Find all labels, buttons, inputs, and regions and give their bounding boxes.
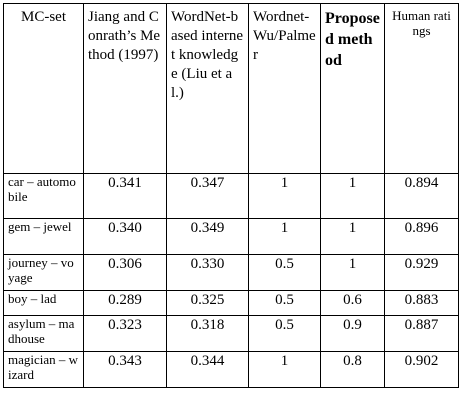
jiang-value: 0.340 — [84, 219, 167, 255]
human-value: 0.887 — [385, 316, 459, 352]
human-value: 0.883 — [385, 291, 459, 316]
proposed-value: 0.8 — [321, 352, 385, 388]
word-pair: car – automobile — [4, 174, 84, 219]
liu-value: 0.325 — [167, 291, 249, 316]
table-row — [4, 352, 459, 388]
header-jiang-conrath: Jiang and Conrath’s Method (1997) — [84, 4, 167, 174]
table-row — [4, 291, 459, 316]
table-row — [4, 174, 459, 219]
word-pair: journey – voyage — [4, 255, 84, 291]
jiang-value: 0.341 — [84, 174, 167, 219]
liu-value: 0.344 — [167, 352, 249, 388]
liu-value: 0.349 — [167, 219, 249, 255]
header-wordnet-internet: WordNet-based internet knowledge (Liu et al.) — [167, 4, 249, 174]
proposed-value: 0.9 — [321, 316, 385, 352]
similarity-table — [3, 3, 459, 388]
jiang-value: 0.289 — [84, 291, 167, 316]
jiang-value: 0.306 — [84, 255, 167, 291]
proposed-value: 0.6 — [321, 291, 385, 316]
table-header-row — [4, 4, 459, 174]
header-mc-set: MC-set — [4, 4, 84, 174]
header-wordnet-wu-palmer: Wordnet-Wu/Palmer — [249, 4, 321, 174]
wu-palmer-value: 0.5 — [249, 255, 321, 291]
wu-palmer-value: 0.5 — [249, 291, 321, 316]
proposed-value: 1 — [321, 219, 385, 255]
human-value: 0.929 — [385, 255, 459, 291]
human-value: 0.894 — [385, 174, 459, 219]
jiang-value: 0.323 — [84, 316, 167, 352]
jiang-value: 0.343 — [84, 352, 167, 388]
human-value: 0.896 — [385, 219, 459, 255]
liu-value: 0.347 — [167, 174, 249, 219]
wu-palmer-value: 1 — [249, 219, 321, 255]
word-pair: boy – lad — [4, 291, 84, 316]
proposed-value: 1 — [321, 255, 385, 291]
table-row — [4, 316, 459, 352]
word-pair: gem – jewel — [4, 219, 84, 255]
liu-value: 0.318 — [167, 316, 249, 352]
header-proposed-method: Proposed method — [321, 4, 385, 174]
word-pair: magician – wizard — [4, 352, 84, 388]
wu-palmer-value: 0.5 — [249, 316, 321, 352]
header-human-ratings: Human ratings — [385, 4, 459, 174]
wu-palmer-value: 1 — [249, 352, 321, 388]
proposed-value: 1 — [321, 174, 385, 219]
liu-value: 0.330 — [167, 255, 249, 291]
table-row — [4, 255, 459, 291]
wu-palmer-value: 1 — [249, 174, 321, 219]
word-pair: asylum – madhouse — [4, 316, 84, 352]
table-row — [4, 219, 459, 255]
human-value: 0.902 — [385, 352, 459, 388]
